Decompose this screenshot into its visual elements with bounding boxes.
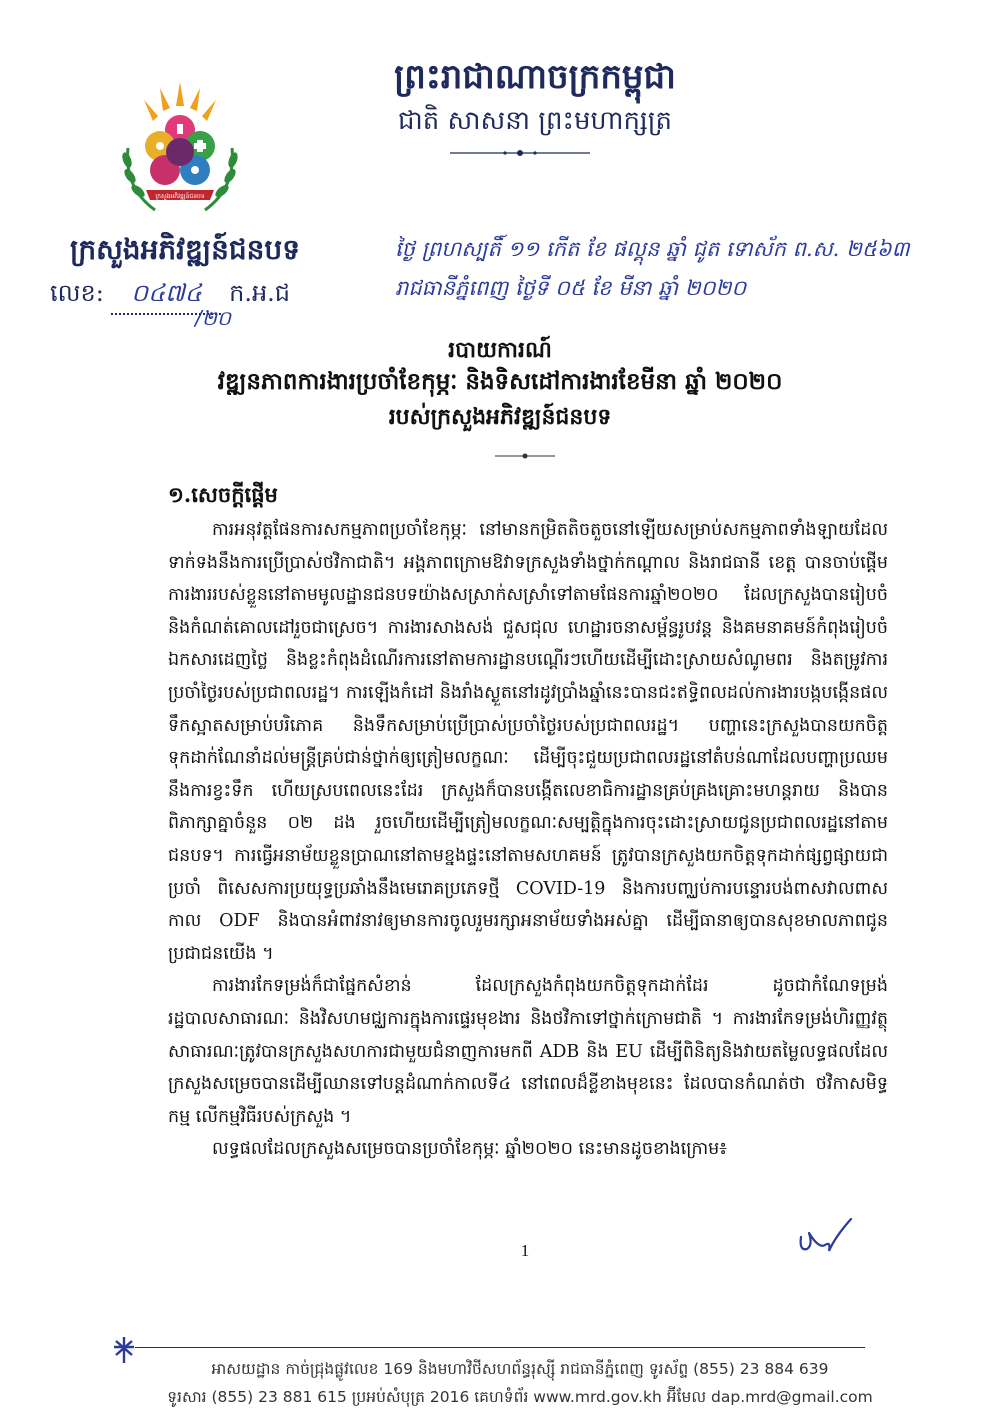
report-subtitle: របស់ក្រសួងអភិវឌ្ឍន៍ជនបទ (388, 404, 612, 430)
body-paragraph-3: លទ្ធផលដែលក្រសួងសម្រេចបានប្រចាំខែកុម្ភៈ ឆ្នាំ២០២០ នេះមានដូចខាងក្រោម៖ (212, 1139, 727, 1160)
reference-number: ០៤៧៤ (111, 278, 221, 315)
page-number: 1 (520, 1241, 530, 1260)
report-body (168, 514, 888, 1166)
logo-banner-text: ក្រសួងអភិវឌ្ឍន៍ជនបទ (155, 193, 205, 200)
body-paragraph-2: ការងារកែទម្រង់ក៏ជាផ្នែកសំខាន់ ដែលក្រសួងកំពុងយកចិត្តទុកដាក់ដែរ ដូចជាកំណែទម្រង់រដ្ឋបាលសាធារណៈ និងវិសហមជ្ឈការក្នុងការផ្ទេរមុខងារ និងថវិកាទៅថ្នាក់ក្រោមជាតិ ។ ការងារកែទម្រង់ហិរញ្ញវត្ថុសាធារណៈត្រូវបានក្រសួងសហការជាមួយជំនាញការមកពី ADB និង EU ដើម្បីពិនិត្យនិងវាយតម្លៃលទ្ធផលដែលក្រសួងសម្រេចបានដើម្បីឈានទៅបន្តដំណាក់កាលទី៤ នៅពេលដ៏ខ្លីខាងមុខនេះ ដែលបានកំណត់ថា ថវិកាសមិទ្ធកម្ម លើកម្មវិធីរបស់ក្រសួង ។ (168, 976, 888, 1127)
section-heading-introduction: ១.សេចក្តីផ្តើម (168, 482, 278, 507)
lunar-date: ថ្ងៃ ព្រហស្បតិ៍ ១១ កើត ខែ ផល្គុន ឆ្នាំ ជូត ទោស័ក ព.ស. ២៥៦៣ (395, 237, 910, 261)
header-ornament-divider (450, 148, 590, 158)
report-label: របាយការណ៍ (448, 337, 552, 363)
ministry-logo-icon (110, 78, 250, 228)
footer-contact: ទូរសារ (855) 23 881 615 ប្រអប់សំបុត្រ 2016 គេហទំព័រ www.mrd.gov.kh អ៊ីមែល dap.mrd@gmail.com (167, 1388, 873, 1406)
report-title: វឌ្ឍនភាពការងារប្រចាំខែកុម្ភៈ និងទិសដៅការងារខែមីនា ឆ្នាំ ២០២០ (217, 368, 783, 395)
national-motto: ជាតិ សាសនា ព្រះមហាក្សត្រ (398, 106, 672, 136)
reference-line (50, 278, 290, 315)
footer-rule (135, 1347, 865, 1348)
reference-suffix: ក.អ.ជ (229, 279, 291, 307)
reference-label: លេខ: (50, 279, 104, 307)
solar-date: រាជធានីភ្នំពេញ ថ្ងៃទី ០៥ ខែ មីនា ឆ្នាំ ២០២០ (395, 276, 747, 300)
kingdom-heading: ព្រះរាជាណាចក្រកម្ពុជា (394, 57, 676, 97)
title-ornament-divider (495, 452, 555, 460)
body-paragraph-1: ការអនុវត្តផែនការសកម្មភាពប្រចាំខែកុម្ភៈ នៅមានកម្រិតតិចតួចនៅឡើយសម្រាប់សកម្មភាពទាំងឡាយដែលទាក់ទងនឹងការប្រើប្រាស់ថវិកាជាតិ។ អង្គភាពក្រោមឱវាទក្រសួងទាំងថ្នាក់កណ្តាល និងរាជធានី ខេត្ត បានចាប់ផ្តើមការងាររបស់ខ្លួននៅតាមមូលដ្ឋានជនបទយ៉ាងសស្រាក់សស្រាំទៅតាមផែនការឆ្នាំ២០២០ ដែលក្រសួងបានរៀបចំ និងកំណត់គោលដៅរួចជាស្រេច។ ការងារសាងសង់ ជួសជុល ហេដ្ឋារចនាសម្ព័ន្ធរូបវន្ត និងគមនាគមន៍កំពុងរៀបចំឯកសារដេញថ្លៃ និងខ្លះកំពុងដំណើរការនៅតាមការដ្ឋានបណ្តើរៗហើយដើម្បីដោះស្រាយសំណូមពរ និងតម្រូវការប្រចាំថ្ងៃរបស់ប្រជាពលរដ្ឋ។ ការឡើងកំដៅ និងរាំងស្ងួតនៅរដូវប្រាំងឆ្នាំនេះបានជះឥទ្ធិពលដល់ការងារបង្កបង្កើនផល ទឹកស្អាតសម្រាប់បរិភោគ និងទឹកសម្រាប់ប្រើប្រាស់ប្រចាំថ្ងៃរបស់ប្រជាពលរដ្ឋ។ បញ្ហានេះក្រសួងបានយកចិត្តទុកដាក់ណែនាំដល់មន្ត្រីគ្រប់ជាន់ថ្នាក់ឲ្យត្រៀមលក្ខណៈ ដើម្បីចុះជួយប្រជាពលរដ្ឋនៅតំបន់ណាដែលបញ្ហាប្រឈមនឹងការខ្វះទឹក ហើយស្របពេលនេះដែរ ក្រសួងក៏បានបង្កើតលេខាធិការដ្ឋានគ្រប់គ្រងគ្រោះមហន្តរាយ និងបានពិភាក្សាគ្នាចំនួន ០២ ដង រួចហើយដើម្បីត្រៀមលក្ខណៈសម្បត្តិក្នុងការចុះដោះស្រាយជូនប្រជាពលរដ្ឋនៅតាមជនបទ។ ការធ្វើអនាម័យខ្លួនប្រាណនៅតាមខ្នងផ្ទះនៅតាមសហគមន៍ ត្រូវបានក្រសួងយកចិត្តទុកដាក់ផ្សព្វផ្សាយជាប្រចាំ ពិសេសការប្រយុទ្ធប្រឆាំងនឹងមេរោគប្រភេទថ្មី COVID-19 និងការបញ្ឈប់ការបន្ទោរបង់ពាសវាលពាសកាល ODF និងបានអំពាវនាវឲ្យមានការចូលរួមរក្សាអនាម័យទាំងអស់គ្នា ដើម្បីធានាឲ្យបានសុខមាលភាពជូនប្រជាជនយើង ។ (168, 520, 888, 964)
initials-signature-icon (795, 1215, 855, 1257)
ministry-name: ក្រសួងអភិវឌ្ឍន៍ជនបទ (70, 233, 300, 266)
reference-year: /២០ (195, 306, 232, 330)
footer-address: អាសយដ្ឋាន កាច់ជ្រុងផ្លូវលេខ 169 និងមហាវិថីសហព័ន្ធរុស្ស៊ី រាជធានីភ្នំពេញ ទូរស័ព្ទ (855) 23 884 639 (211, 1360, 829, 1378)
